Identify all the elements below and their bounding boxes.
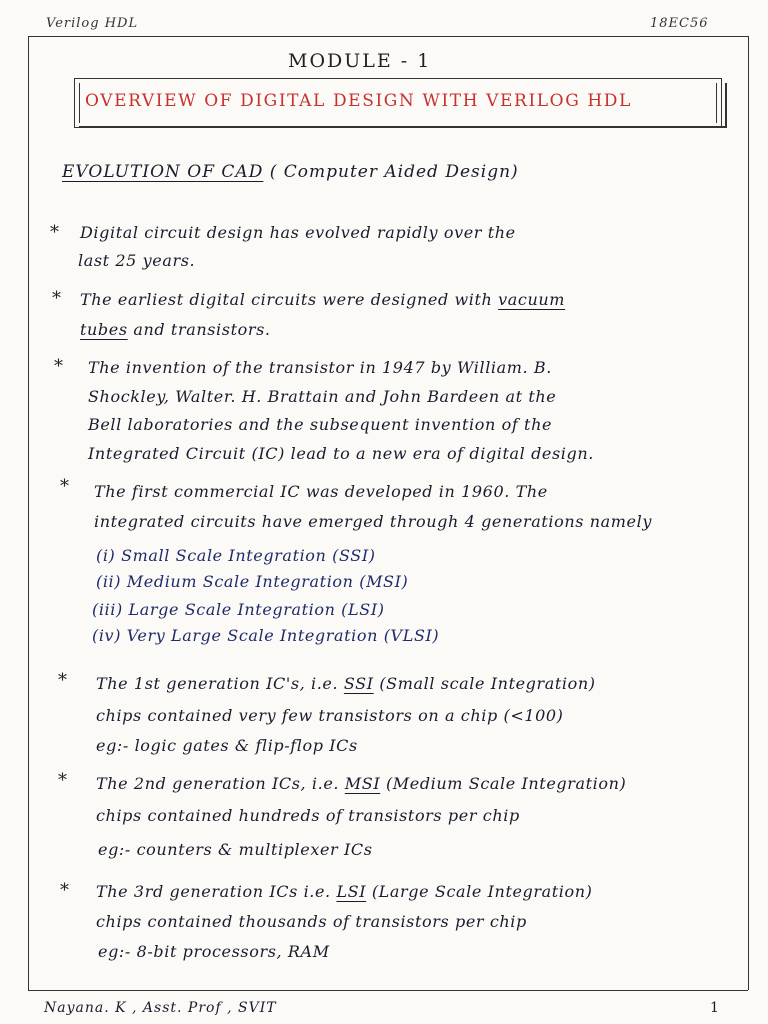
generation-item-2: (ii) Medium Scale Integration (MSI): [96, 572, 409, 591]
generation-item-4: (iv) Very Large Scale Integration (VLSI): [92, 626, 440, 645]
page-number: 1: [710, 1000, 720, 1016]
bullet-6-line-3: eg:- counters & multiplexer ICs: [98, 840, 373, 859]
bullet-7-post: (Large Scale Integration): [371, 882, 593, 901]
bullet-5-pre: The 1st generation IC's, i.e.: [96, 674, 339, 693]
bullet-4-line-2: integrated circuits have emerged through 4 generations namely: [94, 512, 652, 531]
bullet-5-line-3: eg:- logic gates & flip-flop ICs: [96, 736, 358, 755]
bullet-7-line-3: eg:- 8-bit processors, RAM: [98, 942, 330, 961]
footer-rule: [28, 990, 748, 991]
bullet-2-text: The earliest digital circuits were designed with: [80, 290, 493, 309]
generation-item-1: (i) Small Scale Integration (SSI): [96, 546, 376, 565]
bullet-3-line-4: Integrated Circuit (IC) lead to a new era of digital design.: [88, 444, 594, 463]
bullet-2-tail: and transistors.: [133, 320, 271, 339]
bullet-5-post: (Small scale Integration): [379, 674, 596, 693]
bullet-2-tubes: tubes: [80, 320, 128, 339]
bullet-5-line-1: [96, 676, 596, 692]
bullet-7-abbr: LSI: [336, 882, 367, 901]
section-subtitle: ( Computer Aided Design): [269, 162, 519, 182]
bullet-2-line-2: [80, 322, 271, 338]
bullet-star-6: *: [58, 770, 67, 791]
header-rule: [28, 36, 748, 37]
bullet-star-3: *: [54, 356, 63, 377]
bullet-6-abbr: MSI: [344, 774, 381, 793]
bullet-star-2: *: [52, 288, 61, 309]
left-margin-rule: [28, 36, 29, 990]
module-title: MODULE - 1: [288, 50, 432, 72]
bullet-5-line-2: chips contained very few transistors on a chip (<100): [96, 706, 564, 725]
bullet-6-line-2: chips contained hundreds of transistors per chip: [96, 806, 520, 825]
right-margin-rule: [748, 36, 749, 990]
bullet-star-5: *: [58, 670, 67, 691]
bullet-3-line-3: Bell laboratories and the subsequent invention of the: [88, 415, 553, 434]
title-banner: [74, 78, 722, 128]
bullet-4-line-1: The first commercial IC was developed in 1960. The: [94, 482, 548, 501]
banner-shadow-vertical: [725, 83, 727, 128]
bullet-5-abbr: SSI: [343, 674, 374, 693]
section-heading: [62, 162, 519, 182]
bullet-1-line-2: last 25 years.: [78, 251, 196, 270]
bullet-star-4: *: [60, 476, 69, 497]
section-heading-text: EVOLUTION OF CAD: [62, 162, 264, 182]
bullet-6-pre: The 2nd generation ICs, i.e.: [96, 774, 340, 793]
bullet-2-vacuum: vacuum: [498, 290, 566, 309]
bullet-2-line-1: [80, 292, 565, 308]
header-course-code: 18EC56: [650, 16, 709, 31]
header-subject: Verilog HDL: [46, 16, 139, 31]
bullet-7-pre: The 3rd generation ICs i.e.: [96, 882, 331, 901]
bullet-3-line-2: Shockley, Walter. H. Brattain and John Bardeen at the: [88, 387, 557, 406]
bullet-star-1: *: [50, 222, 59, 243]
bullet-star-7: *: [60, 880, 69, 901]
footer-author: Nayana. K , Asst. Prof , SVIT: [44, 1000, 277, 1016]
bullet-7-line-2: chips contained thousands of transistors per chip: [96, 912, 527, 931]
bullet-7-line-1: [96, 884, 593, 900]
bullet-1-line-1: Digital circuit design has evolved rapidly over the: [80, 223, 516, 242]
banner-title: OVERVIEW OF DIGITAL DESIGN WITH VERILOG HDL: [85, 91, 632, 111]
bullet-3-line-1: The invention of the transistor in 1947 by William. B.: [88, 358, 552, 377]
bullet-6-post: (Medium Scale Integration): [385, 774, 627, 793]
bullet-6-line-1: [96, 776, 626, 792]
generation-item-3: (iii) Large Scale Integration (LSI): [92, 600, 385, 619]
